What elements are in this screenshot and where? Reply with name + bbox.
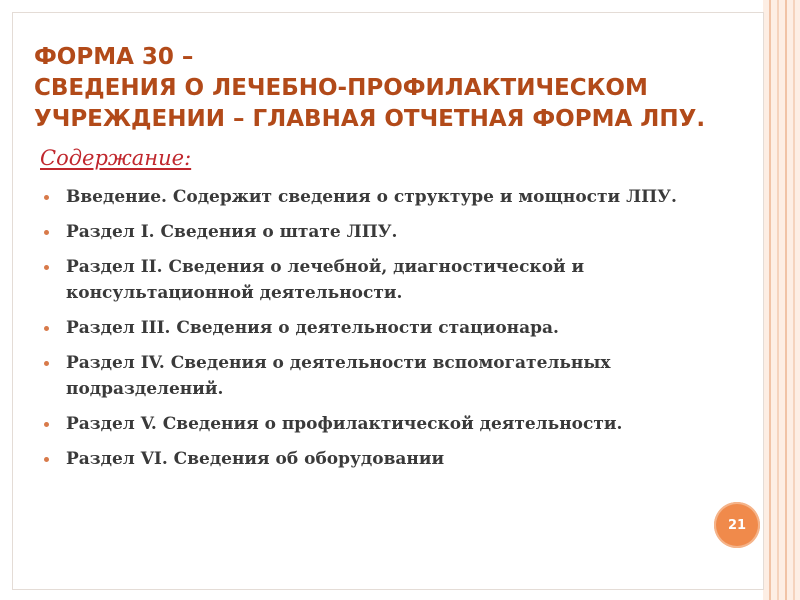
bullet-icon xyxy=(44,361,49,366)
bullet-icon xyxy=(44,230,49,235)
page-number-badge: 21 xyxy=(714,502,760,548)
list-item-text: Раздел II. Сведения о лечебной, диагностической и консультационной деятельности. xyxy=(66,257,585,303)
decorative-stripe xyxy=(793,0,795,600)
decorative-stripe xyxy=(785,0,787,600)
contents-list xyxy=(44,184,704,481)
decorative-stripe xyxy=(769,0,771,600)
bullet-icon xyxy=(44,265,49,270)
list-item-text: Раздел III. Сведения о деятельности стационара. xyxy=(66,318,559,338)
slide-title-line-1: ФОРМА 30 – xyxy=(34,44,194,70)
list-item xyxy=(44,315,704,341)
list-item xyxy=(44,184,704,210)
list-item xyxy=(44,219,704,245)
list-item-text: Раздел V. Сведения о профилактической деятельности. xyxy=(66,414,623,434)
decorative-stripe xyxy=(777,0,779,600)
bullet-icon xyxy=(44,326,49,331)
decorative-stripe-band xyxy=(763,0,800,600)
slide-title-line-3: УЧРЕЖДЕНИИ – ГЛАВНАЯ ОТЧЕТНАЯ ФОРМА ЛПУ. xyxy=(34,106,706,132)
list-item xyxy=(44,446,704,472)
bullet-icon xyxy=(44,195,49,200)
list-item xyxy=(44,350,704,402)
list-item-text: Раздел IV. Сведения о деятельности вспомогательных подразделений. xyxy=(66,353,611,399)
list-item-text: Раздел I. Сведения о штате ЛПУ. xyxy=(66,222,398,242)
slide-title-line-2: СВЕДЕНИЯ О ЛЕЧЕБНО-ПРОФИЛАКТИЧЕСКОМ xyxy=(34,75,648,101)
slide-title xyxy=(34,42,754,135)
list-item xyxy=(44,254,704,306)
bullet-icon xyxy=(44,422,49,427)
contents-subheading: Содержание: xyxy=(40,146,192,170)
bullet-icon xyxy=(44,457,49,462)
list-item xyxy=(44,411,704,437)
list-item-text: Раздел VI. Сведения об оборудовании xyxy=(66,449,445,469)
list-item-text: Введение. Содержит сведения о структуре и мощности ЛПУ. xyxy=(66,187,677,207)
